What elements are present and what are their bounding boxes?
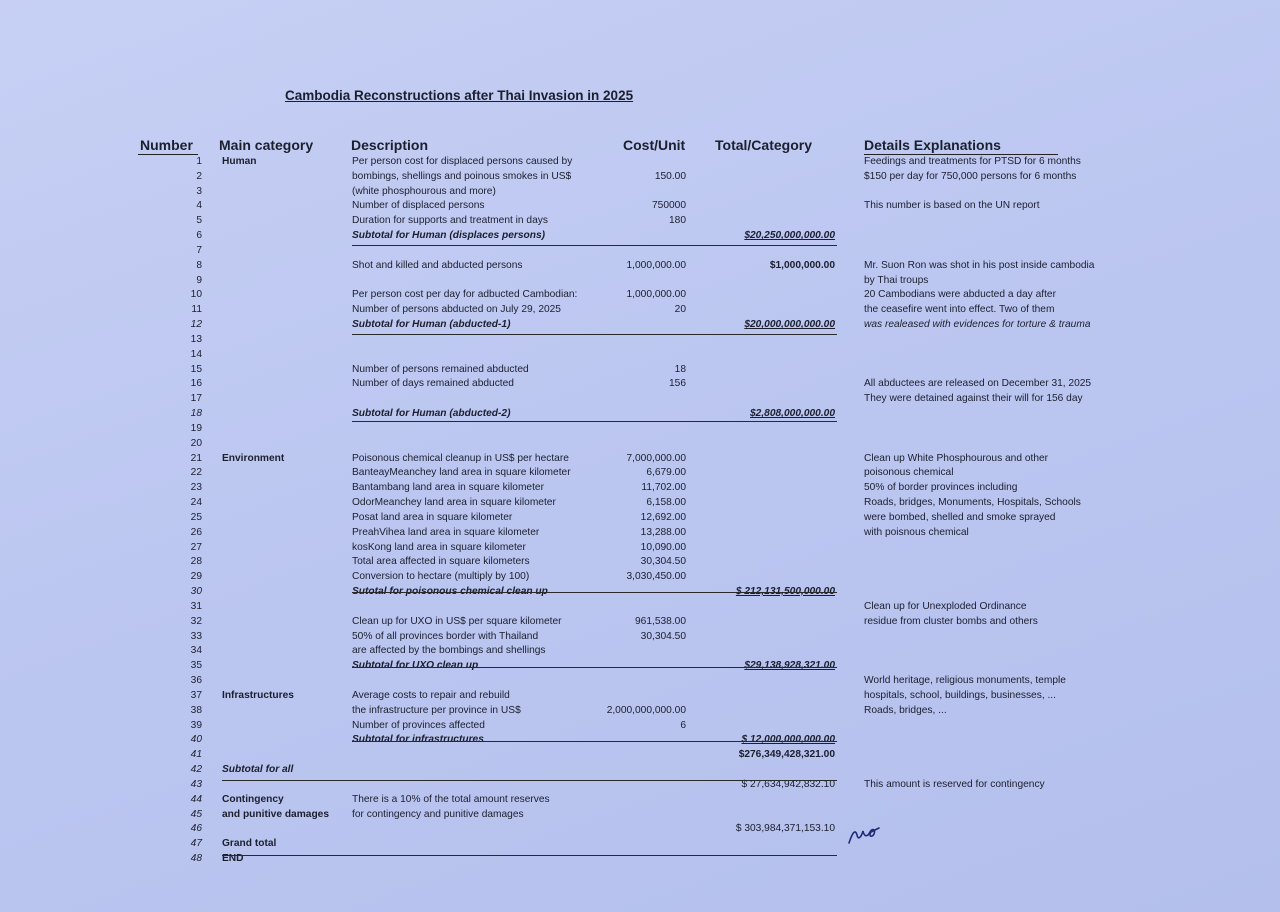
row-description: Poisonous chemical cleanup in US$ per hectare [352,452,569,464]
table-row [0,421,1280,436]
subtotal-rule [352,741,837,742]
row-description: Per person cost per day for adbucted Cambodian: [352,289,578,301]
row-number: 21 [190,452,202,464]
table-row [0,258,1280,273]
row-cost-unit: 20 [674,304,686,316]
row-category: and punitive damages [222,808,329,820]
row-number: 22 [190,467,202,479]
row-description: Total area affected in square kilometers [352,556,530,568]
table-row [0,169,1280,184]
row-total: $20,000,000,000.00 [744,319,835,331]
row-details: World heritage, religious monuments, temple [864,675,1066,687]
row-total: $ 27,634,942,832.10 [741,778,835,790]
row-number: 20 [190,437,202,449]
row-number: 39 [190,719,202,731]
row-description: Duration for supports and treatment in days [352,215,548,227]
row-description: kosKong land area in square kilometer [352,541,526,553]
table-row [0,836,1280,851]
row-description: are affected by the bombings and shellings [352,645,546,657]
row-description: Number of persons abducted on July 29, 2025 [352,304,561,316]
row-number: 15 [190,363,202,375]
row-description: Per person cost for displaced persons caused by [352,156,573,167]
row-details: was realeased with evidences for torture & trauma [864,319,1091,331]
row-number: 45 [190,808,202,820]
row-cost-unit: 3,030,450.00 [626,571,686,583]
row-description: Posat land area in square kilometer [352,511,513,523]
row-description: Bantambang land area in square kilometer [352,482,544,494]
row-description: Number of days remained abducted [352,378,514,390]
header-details: Details Explanations [864,137,1001,153]
row-category: Infrastructures [222,689,294,701]
row-description: Number of persons remained abducted [352,363,529,375]
subtotal-rule [352,245,837,246]
row-number: 3 [196,185,202,197]
row-details: Roads, bridges, Monuments, Hospitals, Schools [864,497,1081,509]
row-details: Clean up for Unexploded Ordinance [864,600,1027,612]
row-number: 16 [190,378,202,390]
row-number: 29 [190,571,202,583]
row-cost-unit: 13,288.00 [640,526,686,538]
row-number: 25 [190,511,202,523]
row-details: were bombed, shelled and smoke sprayed [864,511,1056,523]
row-description: Subtotal for Human (abducted-2) [352,408,511,420]
row-number: 28 [190,556,202,568]
row-number: 36 [190,675,202,687]
row-cost-unit: 11,702.00 [641,482,686,494]
table-row [0,287,1280,302]
row-number: 46 [190,823,202,835]
row-category: END [222,853,244,864]
row-number: 5 [196,215,202,227]
table-row [0,614,1280,629]
header-cost-unit: Cost/Unit [623,137,686,153]
row-description: There is a 10% of the total amount reserves [352,793,550,805]
row-cost-unit: 961,538.00 [635,615,686,627]
row-cost-unit: 156 [669,378,686,390]
subtotal-rule [352,592,837,593]
row-number: 13 [190,333,202,345]
row-total: $ 303,984,371,153.10 [735,823,835,835]
row-category: Subtotal for all [222,764,294,776]
row-number: 7 [196,244,202,256]
row-number: 17 [190,393,202,405]
row-description: the infrastructure per province in US$ [352,704,521,716]
row-number: 24 [190,497,202,509]
row-cost-unit: 6,158.00 [646,497,686,509]
row-details: This number is based on the UN report [864,200,1040,212]
row-category: Grand total [222,838,277,850]
row-number: 44 [190,793,202,805]
row-number: 37 [190,689,202,701]
row-number: 9 [196,274,202,286]
table-row [0,480,1280,495]
row-number: 2 [196,170,202,182]
row-category: Environment [222,452,285,464]
row-number: 12 [190,319,202,331]
row-number: 35 [190,660,202,672]
row-cost-unit: 1,000,000.00 [626,259,686,271]
row-description: Average costs to repair and rebuild [352,689,510,701]
row-details: hospitals, school, buildings, businesses, ... [864,689,1056,701]
row-category: Human [222,156,257,167]
table-row [0,273,1280,288]
table-row [0,658,1280,673]
table-row [0,406,1280,421]
row-description: Subtotal for UXO clean up [352,660,479,672]
table-row [0,198,1280,213]
table-row [0,732,1280,747]
row-number: 1 [196,156,202,167]
table-row [0,540,1280,555]
row-total: $2,808,000,000.00 [750,408,835,420]
table-row [0,376,1280,391]
row-details: This amount is reserved for contingency [864,778,1045,790]
table-row [0,228,1280,243]
row-cost-unit: 750000 [652,200,686,212]
header-total-category: Total/Category [715,137,812,153]
row-number: 30 [190,586,202,598]
table-row [0,362,1280,377]
row-number: 27 [190,541,202,553]
row-number: 18 [190,408,202,420]
grand-total-rule [222,855,837,856]
row-details: the ceasefire went into effect. Two of them [864,304,1055,316]
row-number: 42 [190,764,202,776]
row-number: 4 [196,200,202,212]
table-row [0,718,1280,733]
row-description: Subtotal for Human (displaces persons) [352,230,546,242]
row-cost-unit: 180 [669,215,686,227]
table-row [0,688,1280,703]
row-cost-unit: 7,000,000.00 [626,452,686,464]
table-row [0,851,1280,866]
row-description: Shot and killed and abducted persons [352,259,523,271]
header-description: Description [351,137,429,153]
row-cost-unit: 2,000,000,000.00 [606,704,686,716]
table-row [0,599,1280,614]
row-number: 47 [190,838,202,850]
row-description: PreahVihea land area in square kilometer [352,526,540,538]
table-row [0,525,1280,540]
row-number: 41 [190,749,202,761]
table-row [0,302,1280,317]
row-cost-unit: 30,304.50 [640,556,686,568]
row-details: 20 Cambodians were abducted a day after [864,289,1056,301]
row-details: Clean up White Phosphourous and other [864,452,1049,464]
subtotal-rule [352,421,837,422]
row-description: (white phosphourous and more) [352,185,496,197]
row-number: 14 [190,348,202,360]
handwritten-signature [846,822,882,846]
row-description: Subtotal for Human (abducted-1) [352,319,511,331]
table-row [0,821,1280,836]
row-details: Roads, bridges, ... [864,704,947,716]
subtotal-rule [352,334,837,335]
row-number: 34 [190,645,202,657]
row-number: 6 [196,230,202,242]
table-row [0,510,1280,525]
row-cost-unit: 6 [680,719,686,731]
table-row [0,643,1280,658]
row-total: $ 12,000,000,000.00 [741,734,835,746]
row-description: Clean up for UXO in US$ per square kilometer [352,615,562,627]
row-details: poisonous chemical [864,467,954,479]
row-details: They were detained against their will for 156 day [864,393,1083,405]
row-description: OdorMeanchey land area in square kilometer [352,497,556,509]
row-description: bombings, shellings and poinous smokes in US$ [352,170,572,182]
document-title: Cambodia Reconstructions after Thai Invasion in 2025 [285,88,634,103]
row-category: Contingency [222,793,284,805]
row-details: Feedings and treatments for PTSD for 6 months [864,156,1081,167]
table-row [0,569,1280,584]
row-details: by Thai troups [864,274,929,286]
row-total: $20,250,000,000.00 [744,230,835,242]
row-cost-unit: 150.00 [654,170,686,182]
table-row [0,629,1280,644]
row-cost-unit: 18 [674,363,686,375]
row-number: 43 [190,778,202,790]
row-number: 8 [196,259,202,271]
row-details: 50% of border provinces including [864,482,1018,494]
header-number: Number [140,137,193,153]
table-row [0,792,1280,807]
table-row [0,391,1280,406]
row-details: with poisnous chemical [864,526,969,538]
row-total: $ 212,131,500,000.00 [735,586,835,598]
row-number: 23 [190,482,202,494]
table-row [0,807,1280,822]
row-details: All abductees are released on December 31, 2025 [864,378,1092,390]
table-row [0,673,1280,688]
row-total: $1,000,000.00 [769,259,835,271]
row-number: 38 [190,704,202,716]
row-description: Conversion to hectare (multiply by 100) [352,571,530,583]
row-description: Number of provinces affected [352,719,485,731]
row-description: Subtotal for infrastructures [352,734,484,746]
row-number: 33 [190,630,202,642]
row-total: $276,349,428,321.00 [738,749,835,761]
row-number: 11 [191,304,202,316]
table-row [0,154,1280,169]
table-row [0,451,1280,466]
row-description: for contingency and punitive damages [352,808,524,820]
row-number: 26 [190,526,202,538]
row-number: 31 [190,600,202,612]
table-row [0,554,1280,569]
row-cost-unit: 10,090.00 [640,541,686,553]
row-cost-unit: 1,000,000.00 [626,289,686,301]
row-number: 19 [190,422,202,434]
subtotal-rule [352,667,837,668]
subtotal-all-rule [222,780,837,781]
row-cost-unit: 6,679.00 [646,467,686,479]
table-row [0,184,1280,199]
table-row [0,762,1280,777]
row-number: 10 [190,289,202,301]
row-description: 50% of all provinces border with Thailand [352,630,539,642]
row-total: $29,138,928,321.00 [744,660,835,672]
row-details: Mr. Suon Ron was shot in his post inside cambodia [864,259,1095,271]
row-number: 48 [190,853,202,864]
table-row [0,495,1280,510]
table-row [0,465,1280,480]
row-description: Number of displaced persons [352,200,485,212]
table-row [0,317,1280,332]
table-row [0,747,1280,762]
row-number: 32 [190,615,202,627]
table-row [0,347,1280,362]
row-number: 40 [190,734,202,746]
row-cost-unit: 12,692.00 [640,511,686,523]
header-main-category: Main category [219,137,314,153]
row-cost-unit: 30,304.50 [640,630,686,642]
table-row [0,213,1280,228]
row-description: BanteayMeanchey land area in square kilometer [352,467,571,479]
row-details: residue from cluster bombs and others [864,615,1038,627]
row-details: $150 per day for 750,000 persons for 6 months [864,170,1077,182]
table-row [0,703,1280,718]
row-description: Sutotal for poisonous chemical clean up [352,586,548,598]
table-row [0,436,1280,451]
